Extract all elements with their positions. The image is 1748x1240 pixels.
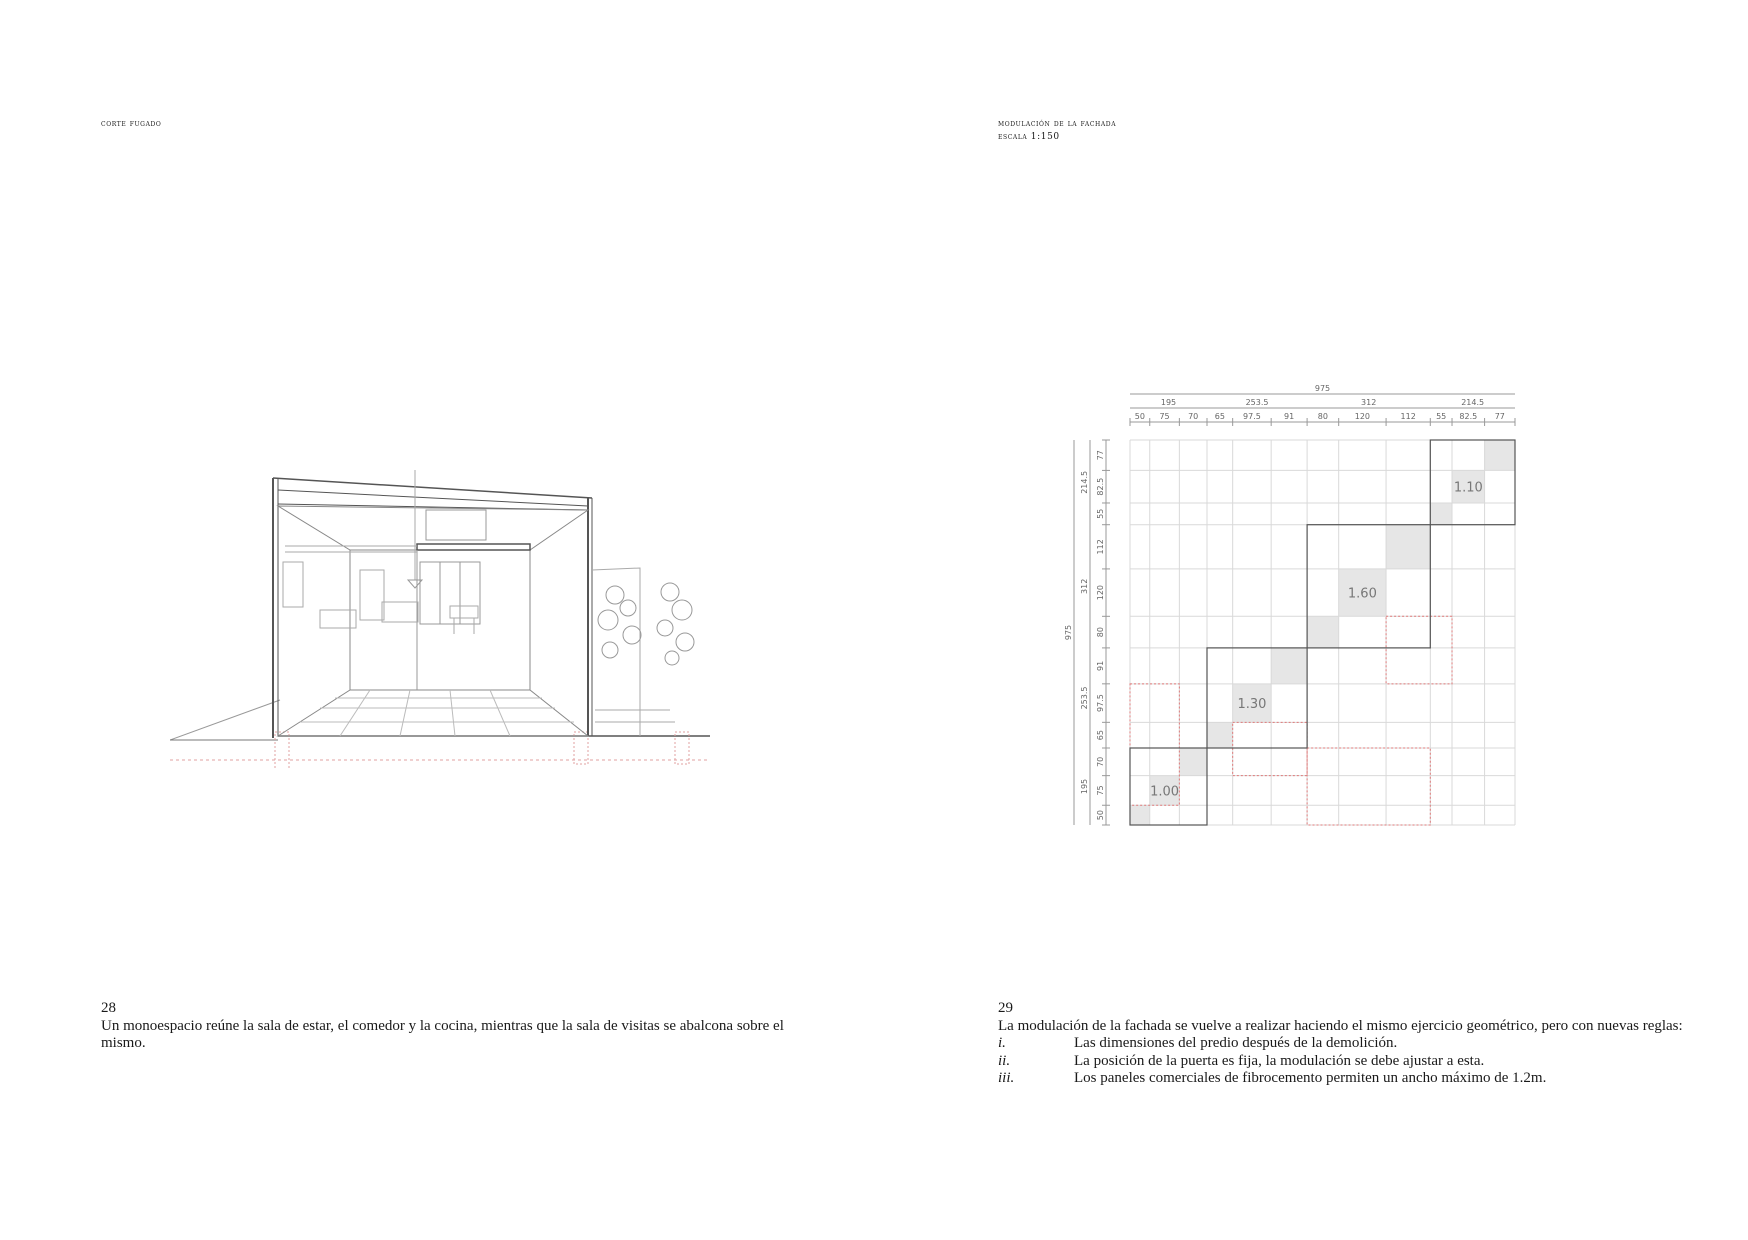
dimension-module: 65 xyxy=(1214,412,1225,421)
dimension-total: 975 xyxy=(1064,624,1073,641)
right-caption xyxy=(998,118,1116,144)
rule-text: Los paneles comerciales de fibrocemento permiten un ancho máximo de 1.2m. xyxy=(1074,1070,1547,1086)
dimension-module: 65 xyxy=(1096,730,1105,741)
dimension-module: 91 xyxy=(1284,412,1295,421)
rule-item xyxy=(998,1053,1698,1071)
dimension-module: 80 xyxy=(1317,412,1328,421)
shaded-module-cell xyxy=(1130,805,1150,825)
panel-outline-dashed xyxy=(1307,748,1430,825)
right-caption-title: modulación de la fachada xyxy=(998,119,1117,129)
shaded-module-cell xyxy=(1207,722,1233,748)
facade-modulation-diagram xyxy=(1060,380,1550,840)
shaded-module-cell xyxy=(1430,503,1452,525)
rule-item xyxy=(998,1035,1698,1053)
dimension-group: 312 xyxy=(1080,578,1089,594)
dimension-module: 80 xyxy=(1096,627,1105,638)
figure-number: 29 xyxy=(998,1000,1013,1016)
dimension-group: 253.5 xyxy=(1245,398,1269,407)
dimension-module: 97.5 xyxy=(1096,694,1105,712)
dimension-module: 75 xyxy=(1159,412,1170,421)
dimension-module: 82.5 xyxy=(1096,477,1105,496)
shaded-module-cell xyxy=(1179,748,1207,776)
dimension-module: 82.5 xyxy=(1459,412,1478,421)
rule-text: Las dimensiones del predio después de la demolición. xyxy=(1074,1035,1398,1051)
panel-label: 1.60 xyxy=(1347,586,1377,602)
dimension-total: 975 xyxy=(1314,384,1331,393)
rule-numeral: iii. xyxy=(998,1070,1015,1086)
dimension-module: 91 xyxy=(1096,660,1105,671)
dimension-module: 120 xyxy=(1354,412,1371,421)
dimension-module: 50 xyxy=(1134,412,1145,421)
rule-numeral: i. xyxy=(998,1035,1006,1051)
dimension-module: 50 xyxy=(1096,810,1105,821)
right-description-block xyxy=(998,1000,1698,1088)
dimension-group: 214.5 xyxy=(1080,470,1089,494)
dimension-group: 312 xyxy=(1361,398,1377,407)
panel-label: 1.30 xyxy=(1237,697,1267,713)
dimension-module: 70 xyxy=(1188,412,1199,421)
figure-description: Un monoespacio reúne la sala de estar, el comedor y la cocina, mientras que la sala de visitas se abalcona sobre el mismo. xyxy=(101,1017,784,1051)
shaded-module-cell xyxy=(1307,616,1339,648)
rule-numeral: ii. xyxy=(998,1052,1011,1069)
dimension-module: 97.5 xyxy=(1243,412,1261,421)
left-description-block xyxy=(101,1000,791,1053)
dimension-module: 55 xyxy=(1096,508,1105,519)
dimension-group: 195 xyxy=(1160,398,1177,407)
right-caption-scale: escala 1:150 xyxy=(998,132,1060,142)
rule-item xyxy=(998,1070,1698,1088)
panel-label: 1.00 xyxy=(1150,784,1180,800)
dimension-module: 77 xyxy=(1096,450,1105,461)
section-perspective-drawing xyxy=(170,470,720,770)
dimension-module: 120 xyxy=(1096,584,1105,601)
dimension-group: 253.5 xyxy=(1080,686,1089,710)
dimension-group: 214.5 xyxy=(1461,398,1485,407)
figure-intro: La modulación de la fachada se vuelve a realizar haciendo el mismo ejercicio geométrico, pero con nuevas reglas: xyxy=(998,1017,1683,1034)
left-caption: corte fugado xyxy=(101,119,162,129)
dimension-module: 112 xyxy=(1400,412,1416,421)
dimension-module: 77 xyxy=(1494,412,1505,421)
rule-text: La posición de la puerta es fija, la modulación se debe ajustar a esta. xyxy=(1074,1052,1485,1069)
panel-label: 1.10 xyxy=(1453,480,1483,496)
panel-outline-dashed xyxy=(1233,722,1307,775)
shaded-module-cell xyxy=(1386,525,1430,569)
shaded-module-cell xyxy=(1271,648,1307,684)
dimension-module: 75 xyxy=(1096,785,1105,796)
dimension-module: 70 xyxy=(1096,756,1105,767)
shaded-module-cell xyxy=(1485,440,1515,470)
figure-number: 28 xyxy=(101,1000,116,1016)
dimension-module: 112 xyxy=(1096,539,1105,555)
panel-outline-dashed xyxy=(1386,616,1452,684)
dimension-module: 55 xyxy=(1436,412,1447,421)
dimension-group: 195 xyxy=(1080,778,1089,795)
